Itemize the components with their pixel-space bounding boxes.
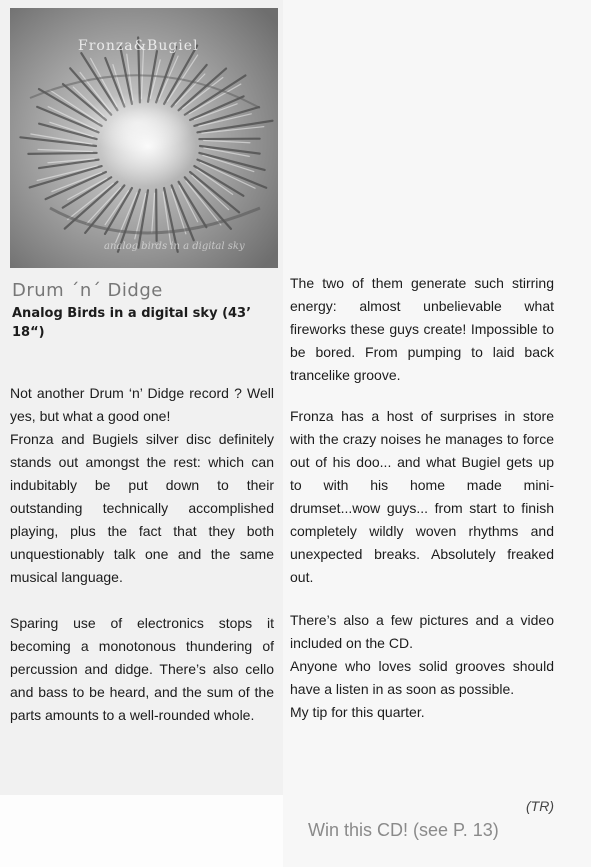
paragraph: Not another Drum ‘n’ Didge record ? Well yes, but what a good one! xyxy=(10,385,274,424)
review-title: Drum ´n´ Didge xyxy=(12,280,163,301)
paragraph: There’s also a few pictures and a video included on the CD. xyxy=(290,612,554,651)
right-text-column xyxy=(290,272,554,724)
cover-band-name: Fronza&Bugiel xyxy=(78,38,199,54)
left-text-column xyxy=(10,382,274,727)
paragraph: Anyone who loves solid grooves should have a listen in as soon as possible. xyxy=(290,658,554,697)
paragraph: Sparing use of electronics stops it becoming a monotonous thundering of percussion and didge. There’s also cello and bass to be heard, and the sum of the parts amounts to a well-rounded whole. xyxy=(10,615,274,723)
paragraph: The two of them generate such stirring energy: almost unbelievable what fireworks these guys create! Impossible to be bored. From pumping to laid back trancelike groove. xyxy=(290,275,554,383)
paragraph: My tip for this quarter. xyxy=(290,704,425,720)
album-cover-image xyxy=(10,8,278,268)
paragraph: Fronza has a host of surprises in store with the crazy noises he manages to force out of his doo... and what Bugiel gets up to with his home made mini-drumset...wow guys... from start to finish completely wildly woven rhythms and unexpected breaks. Absolutely freaked out. xyxy=(290,408,554,585)
review-subtitle: Analog Birds in a digital sky (43’ 18“) xyxy=(12,306,252,340)
reviewer-credit: (TR) xyxy=(526,798,554,814)
paragraph: Fronza and Bugiels silver disc definitely stands out amongst the rest: which can indubitably be put down to their outstanding technically accomplished playing, plus the fact that they both unquestionably talk one and the same musical language. xyxy=(10,431,274,585)
win-cd-promo[interactable]: Win this CD! (see P. 13) xyxy=(308,820,499,840)
cover-album-line: analog birds in a digital sky xyxy=(104,241,245,252)
